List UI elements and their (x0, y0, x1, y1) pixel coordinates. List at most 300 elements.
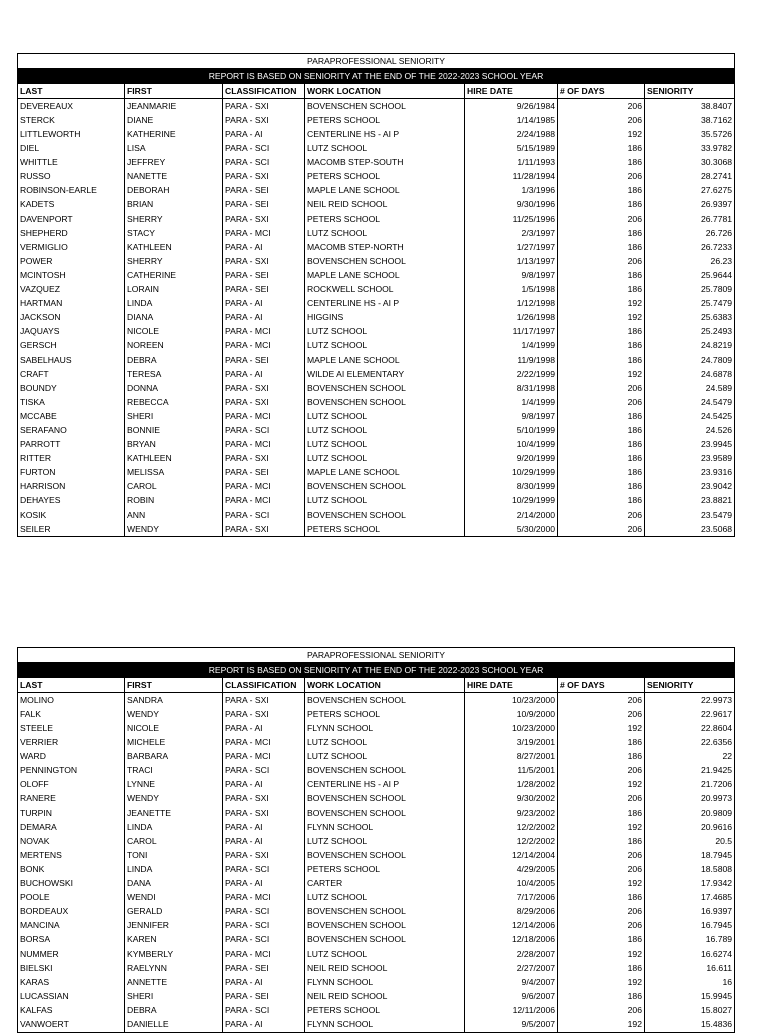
cell-hire-date: 5/30/2000 (465, 522, 558, 537)
cell-last: GERSCH (18, 339, 125, 353)
cell-num-days: 186 (558, 184, 645, 198)
cell-last: NUMMER (18, 947, 125, 961)
cell-hire-date: 11/17/1997 (465, 325, 558, 339)
cell-first: KATHLEEN (125, 452, 223, 466)
cell-last: FURTON (18, 466, 125, 480)
cell-seniority: 21.9425 (645, 764, 735, 778)
cell-last: PENNINGTON (18, 764, 125, 778)
cell-last: DIEL (18, 142, 125, 156)
cell-last: LUCASSIAN (18, 989, 125, 1003)
cell-seniority: 23.8821 (645, 494, 735, 508)
cell-work-location: BOVENSCHEN SCHOOL (305, 508, 465, 522)
cell-last: BUCHOWSKI (18, 877, 125, 891)
cell-seniority: 23.9589 (645, 452, 735, 466)
cell-num-days: 206 (558, 919, 645, 933)
cell-hire-date: 2/28/2007 (465, 947, 558, 961)
cell-classification: PARA - SEI (223, 268, 305, 282)
cell-last: WARD (18, 750, 125, 764)
cell-work-location: MAPLE LANE SCHOOL (305, 353, 465, 367)
cell-last: FALK (18, 707, 125, 721)
cell-hire-date: 12/14/2006 (465, 919, 558, 933)
cell-last: KOSIK (18, 508, 125, 522)
cell-work-location: BOVENSCHEN SCHOOL (305, 792, 465, 806)
cell-hire-date: 9/23/2002 (465, 806, 558, 820)
cell-first: BARBARA (125, 750, 223, 764)
cell-first: DANA (125, 877, 223, 891)
cell-seniority: 16.789 (645, 933, 735, 947)
cell-classification: PARA - SCI (223, 423, 305, 437)
column-headers (18, 678, 735, 693)
cell-seniority: 23.9042 (645, 480, 735, 494)
cell-hire-date: 11/5/2001 (465, 764, 558, 778)
cell-first: NICOLE (125, 721, 223, 735)
cell-num-days: 206 (558, 1003, 645, 1017)
cell-seniority: 25.9644 (645, 268, 735, 282)
table-row (18, 792, 735, 806)
cell-hire-date: 4/29/2005 (465, 862, 558, 876)
cell-work-location: LUTZ SCHOOL (305, 409, 465, 423)
column-header-num-days: # OF DAYS (558, 84, 645, 99)
cell-work-location: PETERS SCHOOL (305, 212, 465, 226)
column-header-last: LAST (18, 84, 125, 99)
cell-work-location: CARTER (305, 877, 465, 891)
cell-classification: PARA - SXI (223, 113, 305, 127)
cell-seniority: 20.9973 (645, 792, 735, 806)
cell-last: DEMARA (18, 820, 125, 834)
cell-classification: PARA - SCI (223, 933, 305, 947)
cell-seniority: 38.7162 (645, 113, 735, 127)
cell-hire-date: 10/9/2000 (465, 707, 558, 721)
cell-last: SEILER (18, 522, 125, 537)
table-row (18, 820, 735, 834)
cell-last: PARROTT (18, 438, 125, 452)
cell-seniority: 16 (645, 975, 735, 989)
cell-num-days: 186 (558, 423, 645, 437)
cell-first: CAROL (125, 834, 223, 848)
table-row (18, 736, 735, 750)
cell-first: LINDA (125, 820, 223, 834)
cell-seniority: 17.4685 (645, 891, 735, 905)
cell-first: JEANMARIE (125, 99, 223, 114)
table-row (18, 99, 735, 114)
cell-last: RUSSO (18, 170, 125, 184)
table-row (18, 268, 735, 282)
cell-work-location: LUTZ SCHOOL (305, 947, 465, 961)
cell-last: POOLE (18, 891, 125, 905)
cell-first: SHERI (125, 409, 223, 423)
table-row (18, 240, 735, 254)
cell-classification: PARA - SXI (223, 212, 305, 226)
column-header-seniority: SENIORITY (645, 84, 735, 99)
cell-first: BRYAN (125, 438, 223, 452)
cell-last: LITTLEWORTH (18, 127, 125, 141)
cell-last: JACKSON (18, 311, 125, 325)
cell-num-days: 206 (558, 862, 645, 876)
cell-classification: PARA - SXI (223, 254, 305, 268)
cell-classification: PARA - AI (223, 127, 305, 141)
table-row (18, 367, 735, 381)
cell-num-days: 192 (558, 721, 645, 735)
cell-seniority: 24.526 (645, 423, 735, 437)
cell-hire-date: 1/13/1997 (465, 254, 558, 268)
cell-seniority: 27.6275 (645, 184, 735, 198)
cell-work-location: BOVENSCHEN SCHOOL (305, 919, 465, 933)
cell-last: RITTER (18, 452, 125, 466)
cell-work-location: MAPLE LANE SCHOOL (305, 268, 465, 282)
cell-num-days: 206 (558, 212, 645, 226)
cell-first: WENDY (125, 522, 223, 537)
cell-last: BORSA (18, 933, 125, 947)
cell-last: TURPIN (18, 806, 125, 820)
cell-last: CRAFT (18, 367, 125, 381)
cell-last: HARRISON (18, 480, 125, 494)
cell-hire-date: 11/25/1996 (465, 212, 558, 226)
table-row (18, 113, 735, 127)
cell-last: DEHAYES (18, 494, 125, 508)
cell-last: STEELE (18, 721, 125, 735)
cell-hire-date: 12/14/2004 (465, 848, 558, 862)
cell-num-days: 192 (558, 297, 645, 311)
report-subtitle: REPORT IS BASED ON SENIORITY AT THE END OF THE 2022-2023 SCHOOL YEAR (18, 69, 735, 84)
cell-work-location: NEIL REID SCHOOL (305, 198, 465, 212)
cell-num-days: 192 (558, 778, 645, 792)
cell-classification: PARA - AI (223, 778, 305, 792)
cell-first: SHERRY (125, 212, 223, 226)
cell-seniority: 24.589 (645, 381, 735, 395)
cell-first: DONNA (125, 381, 223, 395)
cell-classification: PARA - MCI (223, 438, 305, 452)
cell-seniority: 26.726 (645, 226, 735, 240)
table-row (18, 170, 735, 184)
cell-seniority: 17.9342 (645, 877, 735, 891)
cell-hire-date: 1/14/1985 (465, 113, 558, 127)
cell-work-location: BOVENSCHEN SCHOOL (305, 381, 465, 395)
cell-num-days: 186 (558, 891, 645, 905)
cell-seniority: 24.6878 (645, 367, 735, 381)
cell-work-location: MAPLE LANE SCHOOL (305, 466, 465, 480)
table-row (18, 226, 735, 240)
cell-num-days: 192 (558, 975, 645, 989)
cell-first: LINDA (125, 862, 223, 876)
cell-classification: PARA - AI (223, 721, 305, 735)
cell-work-location: FLYNN SCHOOL (305, 820, 465, 834)
column-header-last: LAST (18, 678, 125, 693)
cell-classification: PARA - SCI (223, 919, 305, 933)
cell-first: RAELYNN (125, 961, 223, 975)
cell-num-days: 186 (558, 736, 645, 750)
cell-seniority: 25.7479 (645, 297, 735, 311)
cell-work-location: LUTZ SCHOOL (305, 834, 465, 848)
table-row (18, 254, 735, 268)
cell-hire-date: 9/6/2007 (465, 989, 558, 1003)
table-row (18, 508, 735, 522)
cell-num-days: 206 (558, 395, 645, 409)
cell-classification: PARA - AI (223, 1017, 305, 1032)
seniority-table (17, 647, 735, 1033)
cell-last: DAVENPORT (18, 212, 125, 226)
cell-last: SABELHAUS (18, 353, 125, 367)
cell-last: BONK (18, 862, 125, 876)
table-row (18, 961, 735, 975)
cell-first: CAROL (125, 480, 223, 494)
cell-hire-date: 10/4/2005 (465, 877, 558, 891)
cell-first: SHERI (125, 989, 223, 1003)
cell-first: TONI (125, 848, 223, 862)
table-row (18, 381, 735, 395)
cell-classification: PARA - SCI (223, 142, 305, 156)
table-row (18, 452, 735, 466)
cell-work-location: BOVENSCHEN SCHOOL (305, 99, 465, 114)
cell-last: SERAFANO (18, 423, 125, 437)
seniority-report-1 (17, 53, 734, 537)
cell-work-location: BOVENSCHEN SCHOOL (305, 764, 465, 778)
cell-last: NOVAK (18, 834, 125, 848)
table-row (18, 522, 735, 537)
cell-classification: PARA - SCI (223, 508, 305, 522)
cell-first: DIANA (125, 311, 223, 325)
cell-hire-date: 10/4/1999 (465, 438, 558, 452)
table-row (18, 395, 735, 409)
cell-hire-date: 2/3/1997 (465, 226, 558, 240)
cell-work-location: LUTZ SCHOOL (305, 494, 465, 508)
cell-last: MANCINA (18, 919, 125, 933)
cell-seniority: 20.5 (645, 834, 735, 848)
cell-first: CATHERINE (125, 268, 223, 282)
cell-hire-date: 1/26/1998 (465, 311, 558, 325)
cell-num-days: 186 (558, 438, 645, 452)
cell-classification: PARA - SEI (223, 353, 305, 367)
cell-num-days: 186 (558, 339, 645, 353)
cell-classification: PARA - SEI (223, 184, 305, 198)
cell-classification: PARA - AI (223, 834, 305, 848)
table-body (18, 693, 735, 1032)
cell-last: KADETS (18, 198, 125, 212)
column-header-classification: CLASSIFICATION (223, 678, 305, 693)
column-header-num-days: # OF DAYS (558, 678, 645, 693)
cell-hire-date: 9/8/1997 (465, 409, 558, 423)
cell-first: ANNETTE (125, 975, 223, 989)
cell-work-location: PETERS SCHOOL (305, 707, 465, 721)
cell-last: POWER (18, 254, 125, 268)
cell-num-days: 206 (558, 254, 645, 268)
cell-work-location: BOVENSCHEN SCHOOL (305, 933, 465, 947)
cell-num-days: 206 (558, 693, 645, 708)
cell-work-location: CENTERLINE HS - AI P (305, 127, 465, 141)
table-row (18, 325, 735, 339)
cell-num-days: 186 (558, 480, 645, 494)
cell-classification: PARA - MCI (223, 736, 305, 750)
cell-num-days: 192 (558, 877, 645, 891)
cell-classification: PARA - SXI (223, 452, 305, 466)
cell-last: STERCK (18, 113, 125, 127)
cell-last: VANWOERT (18, 1017, 125, 1032)
cell-hire-date: 9/26/1984 (465, 99, 558, 114)
cell-seniority: 20.9809 (645, 806, 735, 820)
cell-hire-date: 1/4/1999 (465, 339, 558, 353)
cell-num-days: 192 (558, 1017, 645, 1032)
cell-hire-date: 9/30/2002 (465, 792, 558, 806)
cell-work-location: CENTERLINE HS - AI P (305, 778, 465, 792)
cell-first: SHERRY (125, 254, 223, 268)
cell-first: LYNNE (125, 778, 223, 792)
cell-first: JEFFREY (125, 156, 223, 170)
cell-hire-date: 2/24/1988 (465, 127, 558, 141)
cell-hire-date: 8/31/1998 (465, 381, 558, 395)
column-header-hire-date: HIRE DATE (465, 678, 558, 693)
cell-seniority: 18.5808 (645, 862, 735, 876)
cell-classification: PARA - SXI (223, 848, 305, 862)
table-row (18, 297, 735, 311)
cell-work-location: PETERS SCHOOL (305, 113, 465, 127)
cell-work-location: LUTZ SCHOOL (305, 339, 465, 353)
cell-classification: PARA - AI (223, 877, 305, 891)
cell-classification: PARA - AI (223, 367, 305, 381)
cell-seniority: 18.7945 (645, 848, 735, 862)
cell-num-days: 186 (558, 283, 645, 297)
cell-first: LINDA (125, 297, 223, 311)
cell-num-days: 186 (558, 834, 645, 848)
cell-num-days: 186 (558, 268, 645, 282)
cell-classification: PARA - MCI (223, 480, 305, 494)
cell-num-days: 186 (558, 142, 645, 156)
cell-num-days: 206 (558, 905, 645, 919)
cell-seniority: 25.7809 (645, 283, 735, 297)
cell-last: BIELSKI (18, 961, 125, 975)
cell-work-location: BOVENSCHEN SCHOOL (305, 905, 465, 919)
cell-hire-date: 12/2/2002 (465, 834, 558, 848)
cell-hire-date: 9/20/1999 (465, 452, 558, 466)
cell-classification: PARA - AI (223, 297, 305, 311)
table-row (18, 438, 735, 452)
cell-seniority: 16.9397 (645, 905, 735, 919)
cell-first: NANETTE (125, 170, 223, 184)
cell-last: DEVEREAUX (18, 99, 125, 114)
cell-last: RANERE (18, 792, 125, 806)
table-row (18, 750, 735, 764)
table-row (18, 848, 735, 862)
table-row (18, 806, 735, 820)
cell-first: JENNIFER (125, 919, 223, 933)
cell-hire-date: 7/17/2006 (465, 891, 558, 905)
table-row (18, 721, 735, 735)
cell-classification: PARA - SXI (223, 99, 305, 114)
cell-work-location: PETERS SCHOOL (305, 862, 465, 876)
table-row (18, 891, 735, 905)
table-row (18, 778, 735, 792)
cell-num-days: 192 (558, 947, 645, 961)
table-row (18, 184, 735, 198)
cell-first: MICHELE (125, 736, 223, 750)
cell-first: LISA (125, 142, 223, 156)
cell-num-days: 206 (558, 707, 645, 721)
cell-work-location: LUTZ SCHOOL (305, 142, 465, 156)
seniority-table (17, 53, 735, 537)
cell-hire-date: 11/9/1998 (465, 353, 558, 367)
cell-first: KAREN (125, 933, 223, 947)
cell-first: NOREEN (125, 339, 223, 353)
table-row (18, 1017, 735, 1032)
cell-classification: PARA - AI (223, 240, 305, 254)
cell-seniority: 26.9397 (645, 198, 735, 212)
seniority-report-2 (17, 647, 734, 1033)
cell-first: KATHERINE (125, 127, 223, 141)
cell-hire-date: 1/28/2002 (465, 778, 558, 792)
cell-work-location: CENTERLINE HS - AI P (305, 297, 465, 311)
column-header-classification: CLASSIFICATION (223, 84, 305, 99)
cell-work-location: LUTZ SCHOOL (305, 325, 465, 339)
cell-classification: PARA - SEI (223, 466, 305, 480)
cell-work-location: FLYNN SCHOOL (305, 1017, 465, 1032)
cell-num-days: 186 (558, 989, 645, 1003)
cell-first: TRACI (125, 764, 223, 778)
cell-classification: PARA - MCI (223, 339, 305, 353)
report-subtitle: REPORT IS BASED ON SENIORITY AT THE END OF THE 2022-2023 SCHOOL YEAR (18, 663, 735, 678)
cell-work-location: BOVENSCHEN SCHOOL (305, 693, 465, 708)
cell-num-days: 206 (558, 792, 645, 806)
cell-last: SHEPHERD (18, 226, 125, 240)
cell-seniority: 22.8604 (645, 721, 735, 735)
cell-work-location: LUTZ SCHOOL (305, 750, 465, 764)
cell-num-days: 186 (558, 325, 645, 339)
cell-num-days: 192 (558, 127, 645, 141)
cell-num-days: 186 (558, 466, 645, 480)
cell-seniority: 22.9973 (645, 693, 735, 708)
cell-hire-date: 5/10/1999 (465, 423, 558, 437)
cell-last: MCCABE (18, 409, 125, 423)
cell-work-location: WILDE AI ELEMENTARY (305, 367, 465, 381)
report-title: PARAPROFESSIONAL SENIORITY (18, 54, 735, 69)
cell-classification: PARA - MCI (223, 409, 305, 423)
cell-first: MELISSA (125, 466, 223, 480)
table-row (18, 283, 735, 297)
cell-work-location: PETERS SCHOOL (305, 1003, 465, 1017)
cell-classification: PARA - AI (223, 975, 305, 989)
cell-first: TERESA (125, 367, 223, 381)
cell-last: BOUNDY (18, 381, 125, 395)
cell-first: DEBORAH (125, 184, 223, 198)
cell-hire-date: 11/28/1994 (465, 170, 558, 184)
cell-seniority: 16.6274 (645, 947, 735, 961)
cell-classification: PARA - SEI (223, 198, 305, 212)
cell-hire-date: 12/2/2002 (465, 820, 558, 834)
cell-num-days: 186 (558, 198, 645, 212)
cell-first: LORAIN (125, 283, 223, 297)
table-row (18, 409, 735, 423)
cell-work-location: LUTZ SCHOOL (305, 452, 465, 466)
cell-hire-date: 10/23/2000 (465, 721, 558, 735)
cell-work-location: LUTZ SCHOOL (305, 736, 465, 750)
cell-last: HARTMAN (18, 297, 125, 311)
cell-last: MCINTOSH (18, 268, 125, 282)
cell-num-days: 186 (558, 240, 645, 254)
column-header-first: FIRST (125, 84, 223, 99)
cell-last: ROBINSON-EARLE (18, 184, 125, 198)
cell-seniority: 26.7233 (645, 240, 735, 254)
table-row (18, 311, 735, 325)
cell-hire-date: 8/30/1999 (465, 480, 558, 494)
cell-hire-date: 1/27/1997 (465, 240, 558, 254)
cell-work-location: PETERS SCHOOL (305, 170, 465, 184)
column-header-hire-date: HIRE DATE (465, 84, 558, 99)
cell-hire-date: 2/22/1999 (465, 367, 558, 381)
cell-seniority: 15.8027 (645, 1003, 735, 1017)
cell-classification: PARA - SXI (223, 693, 305, 708)
cell-first: DEBRA (125, 353, 223, 367)
table-row (18, 353, 735, 367)
cell-work-location: NEIL REID SCHOOL (305, 961, 465, 975)
table-row (18, 127, 735, 141)
cell-first: SANDRA (125, 693, 223, 708)
